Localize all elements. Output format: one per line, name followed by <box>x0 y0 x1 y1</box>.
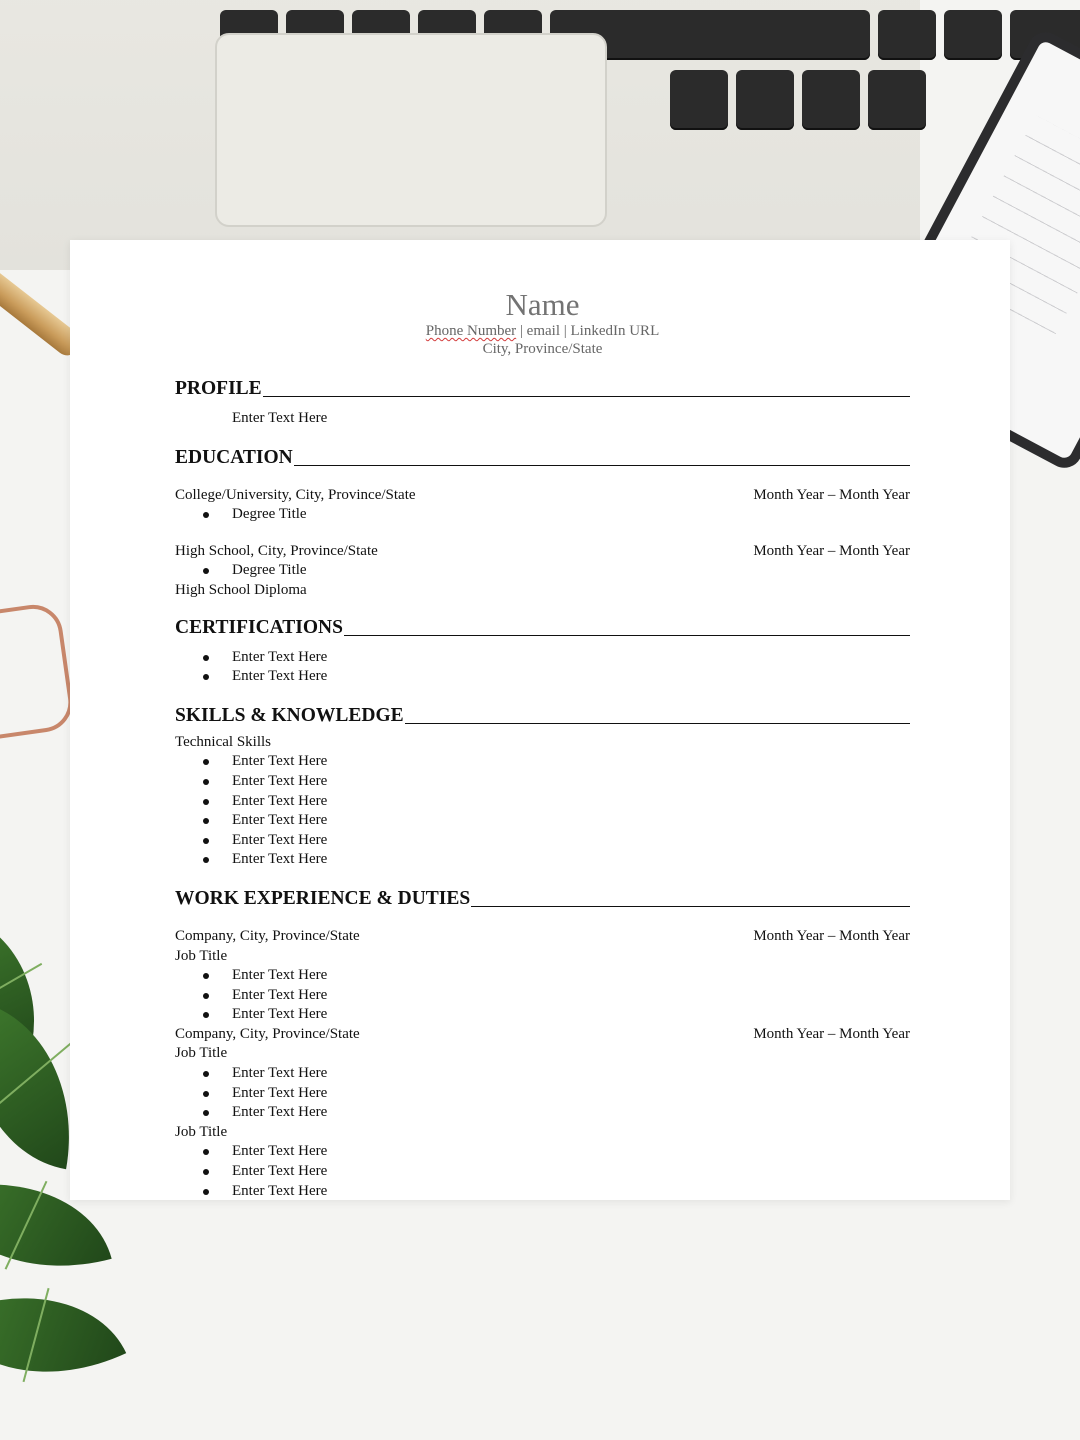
section-rule <box>344 635 910 636</box>
section-heading: CERTIFICATIONS <box>175 616 343 638</box>
section-rule <box>471 906 910 907</box>
bullet-icon <box>203 674 209 680</box>
bullet-icon <box>203 779 209 785</box>
diploma-text: High School Diploma <box>175 581 307 598</box>
bullet-icon <box>203 655 209 661</box>
section-rule <box>294 465 910 466</box>
list-item-text: Enter Text Here <box>232 1065 328 1082</box>
contact-line <box>175 322 910 340</box>
list-item <box>175 1084 910 1104</box>
education-dates: Month Year – Month Year <box>753 486 910 503</box>
glasses <box>0 601 76 747</box>
list-item-text: Enter Text Here <box>232 986 328 1003</box>
education-school: High School, City, Province/State <box>175 542 378 559</box>
bullet-icon <box>203 973 209 979</box>
list-item <box>175 792 910 812</box>
list-item <box>175 752 910 772</box>
list-item-text: Enter Text Here <box>232 1006 328 1023</box>
list-item-text: Enter Text Here <box>232 753 328 770</box>
list-item <box>175 667 910 687</box>
section-heading: SKILLS & KNOWLEDGE <box>175 704 404 726</box>
list-item <box>175 1162 910 1182</box>
list-item-text: Enter Text Here <box>232 967 328 984</box>
bullet-icon <box>203 993 209 999</box>
resume-content <box>175 288 910 1200</box>
bullet-icon <box>203 1189 209 1195</box>
profile-text: Enter Text Here <box>232 410 328 426</box>
section-rule <box>405 723 910 724</box>
section-skills <box>175 705 910 727</box>
job-dates: Month Year – Month Year <box>753 927 910 944</box>
degree-title: Degree Title <box>232 506 307 523</box>
contact-email-linkedin: | email | LinkedIn URL <box>516 323 660 339</box>
job-company: Company, City, Province/State <box>175 1025 360 1042</box>
list-item <box>175 561 910 581</box>
list-item <box>175 986 910 1006</box>
education-school: College/University, City, Province/State <box>175 486 416 503</box>
list-item-text: Enter Text Here <box>232 648 328 665</box>
job-entry <box>175 1025 910 1045</box>
education-dates: Month Year – Month Year <box>753 542 910 559</box>
section-rule <box>263 396 910 397</box>
leaf <box>0 1253 126 1416</box>
job-title: Job Title <box>175 947 228 964</box>
bullet-icon <box>203 857 209 863</box>
bullet-icon <box>203 1110 209 1116</box>
resume-page <box>70 240 1010 1200</box>
list-item <box>175 831 910 851</box>
section-work <box>175 888 910 910</box>
job-title: Job Title <box>175 1045 228 1062</box>
job-entry <box>175 927 910 947</box>
list-item-text: Enter Text Here <box>232 1104 328 1121</box>
section-heading: EDUCATION <box>175 446 293 468</box>
list-item-text: Enter Text Here <box>232 792 328 809</box>
contact-phone: Phone Number <box>425 323 517 339</box>
section-profile <box>175 378 910 400</box>
list-item-text: Enter Text Here <box>232 1182 328 1199</box>
list-item-text: Enter Text Here <box>232 772 328 789</box>
list-item-text: Enter Text Here <box>232 668 328 685</box>
list-item-text: Enter Text Here <box>232 1163 328 1180</box>
section-education <box>175 447 910 469</box>
job-company: Company, City, Province/State <box>175 927 360 944</box>
list-item <box>175 850 910 870</box>
bullet-icon <box>203 799 209 805</box>
skills-subheading: Technical Skills <box>175 733 272 750</box>
list-item-text: Enter Text Here <box>232 831 328 848</box>
bullet-icon <box>203 1149 209 1155</box>
bullet-icon <box>203 818 209 824</box>
bullet-icon <box>203 512 209 518</box>
list-item-text: Enter Text Here <box>232 851 328 868</box>
section-heading: PROFILE <box>175 378 262 399</box>
list-item <box>175 811 910 831</box>
degree-title: Degree Title <box>232 562 307 579</box>
bullet-icon <box>203 1071 209 1077</box>
education-entry <box>175 542 910 562</box>
list-item <box>175 505 910 525</box>
list-item <box>175 1005 910 1025</box>
bullet-icon <box>203 759 209 765</box>
list-item-text: Enter Text Here <box>232 1084 328 1101</box>
bullet-icon <box>203 568 209 574</box>
bullet-icon <box>203 1012 209 1018</box>
keyboard-row <box>670 70 926 130</box>
contact-location: City, Province/State <box>482 341 603 357</box>
trackpad <box>215 33 607 227</box>
list-item <box>175 1103 910 1123</box>
list-item <box>175 1064 910 1084</box>
bullet-icon <box>203 838 209 844</box>
list-item-text: Enter Text Here <box>232 812 328 829</box>
section-heading: WORK EXPERIENCE & DUTIES <box>175 887 471 909</box>
resume-name: Name <box>505 287 580 322</box>
list-item <box>175 966 910 986</box>
job-title: Job Title <box>175 1123 228 1140</box>
bullet-icon <box>203 1091 209 1097</box>
list-item-text: Enter Text Here <box>232 1143 328 1160</box>
job-dates: Month Year – Month Year <box>753 1025 910 1042</box>
section-certifications <box>175 617 910 639</box>
list-item <box>175 772 910 792</box>
list-item <box>175 1182 910 1200</box>
laptop <box>0 0 920 270</box>
list-item <box>175 1142 910 1162</box>
list-item <box>175 648 910 668</box>
bullet-icon <box>203 1169 209 1175</box>
education-entry <box>175 486 910 506</box>
